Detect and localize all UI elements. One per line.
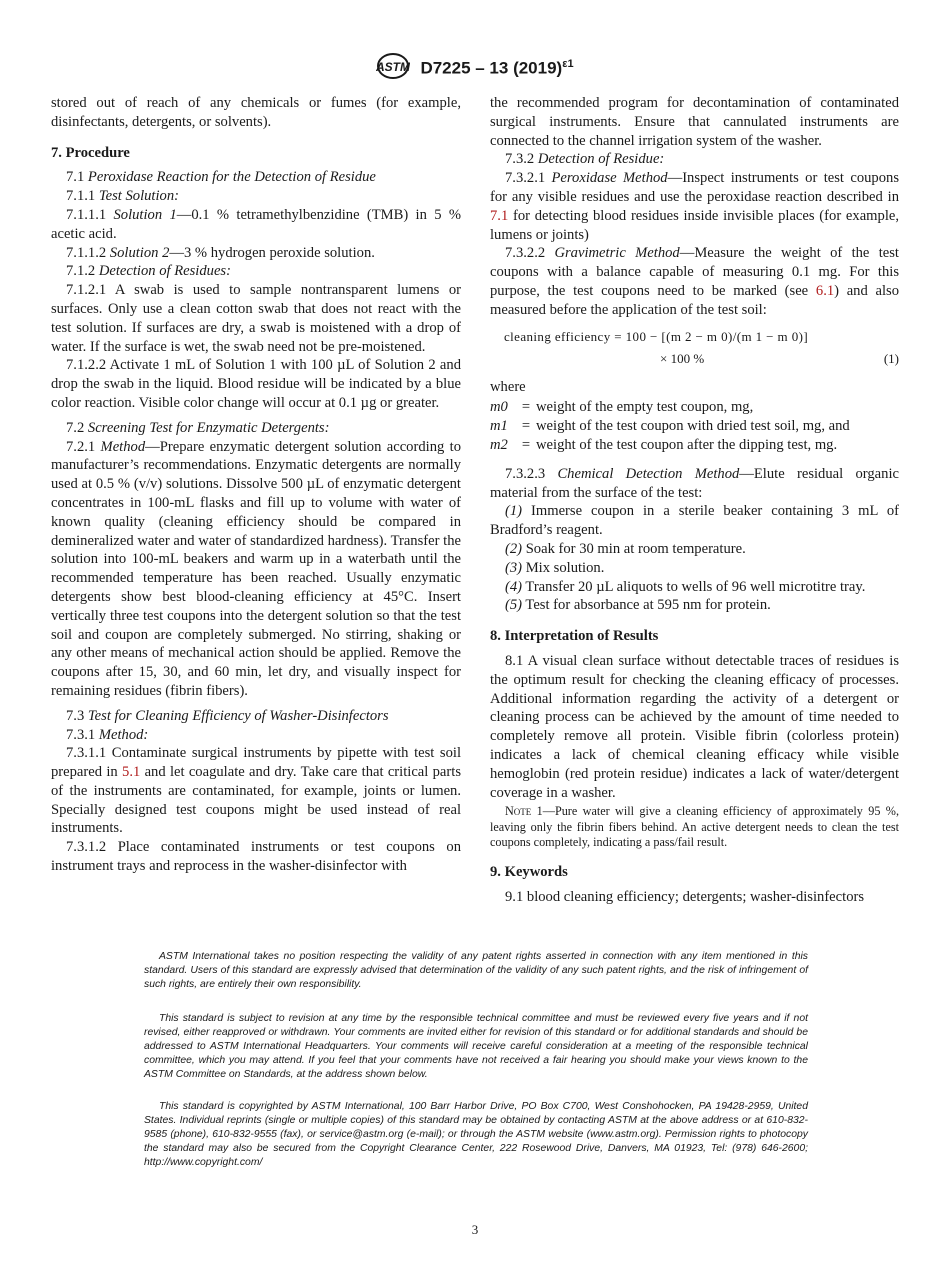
paragraph: 7.3.2.1 Peroxidase Method—Inspect instruments or test coupons for any visible residues and use the peroxidase reaction described in 7.1 for detecting blood residues inside invisible places (for example, lumens or joints) [490,170,899,243]
left-column [51,94,461,876]
paragraph: 7.1.1 Test Solution: [66,188,179,205]
paragraph: 7.3.2.3 Chemical Detection Method—Elute residual organic material from the surface of the test: [490,465,899,501]
paragraph: the recommended program for decontamination of contaminated surgical instruments. Ensure that cannulated instruments are connected to the channel irrigation system of the washer. [490,95,899,149]
paragraph: 7.1.1.1 Solution 1—0.1 % tetramethylbenzidine (TMB) in 5 % acetic acid. [51,206,462,242]
right-column [490,94,899,906]
list-item: (2) Soak for 30 min at room temperature. [505,540,746,557]
footer-copyright [144,1100,808,1170]
footer-paragraph: This standard is subject to revision at any time by the responsible technical committee and must be reviewed every five years and if not revised, either reapproved or withdrawn. Your comments are invited either for revision of this standard or for additional standards and should be addressed to ASTM International Headquarters. Your comments will receive careful consideration at a meeting of the responsible technical committee, which you may attend. If you feel that your comments have not received a fair hearing you should make your views known to the ASTM Committee on Standards, at the address shown below. [144,1013,808,1080]
page-header [0,52,950,85]
paragraph: stored out of reach of any chemicals or fumes (for example, disinfectants, detergents, or solvents). [51,95,461,130]
list-item: (4) Transfer 20 µL aliquots to wells of 96 well microtitre tray. [505,578,866,595]
footer-revision [144,1012,808,1082]
note: Note 1—Pure water will give a cleaning efficiency of approximately 95 %, leaving only the fibrin fibers behind. An active detergent needs to clean the test coupons completely, indicating a pass/fail result. [490,804,899,850]
standard-designation: D7225 – 13 $(2019)^{\varepsilon 1}$ [420,58,574,78]
equation-line: cleaning efficiency = 100 − [(m 2 − m 0)/(m 1 − m 0)] [504,328,809,344]
paragraph: 7.3.1 Method: [66,726,149,743]
paragraph: 7.1.2 Detection of Residues: [66,263,231,280]
footer-paragraph: ASTM International takes no position respecting the validity of any patent rights asserted in connection with any item mentioned in this standard. Users of this standard are expressly advised that determination of the validity of any such patent rights, and the risk of infringement of such rights, are entirely their own responsibility. [144,951,808,990]
paragraph: where [490,378,526,395]
paragraph: 7.1.1.2 Solution 2—3 % hydrogen peroxide solution. [66,244,375,261]
definition-item: m2 = weight of the test coupon after the dipping test, mg. [490,436,838,453]
definition-item: m1 = weight of the test coupon with dried test soil, mg, and [490,418,850,435]
paragraph: 7.3.1.2 Place contaminated instruments or test coupons on instrument trays and reprocess in the washer-disinfector with [51,839,461,875]
variable-definitions [490,398,899,454]
list-item: (5) Test for absorbance at 595 nm for protein. [505,597,771,614]
paragraph: 7.3.2 Detection of Residue: [505,151,665,168]
paragraph: 7.3.1.1 Contaminate surgical instruments by pipette with test soil prepared in 5.1 and let coagulate and dry. Take care that critical parts of the instruments are contaminated, for example, joints or lumen. Specially designed test coupons might be used instead of real instruments. [51,745,462,837]
svg-text:ASTM: ASTM [376,60,411,74]
paragraph: 8.1 A visual clean surface without detectable traces of residues is the optimum result for checking the cleaning efficacy of processes. Additional information regarding the activity of a detergent or cleaning process can be achieved by the amount of time needed to completely remove all protein. Visible fibrin (colorless protein) indicates a lack of chemical cleaning efficacy while visible hemoglobin (red protein residue) indicates a lack of water/detergent coverage in a washer. [490,652,899,801]
footer-paragraph: This standard is copyrighted by ASTM International, 100 Barr Harbor Drive, PO Box C700, West Conshohocken, PA 19428-2959, United States. Individual reprints (single or multiple copies) of this standard may be obtained by contacting ASTM at the above address or at 610-832-9585 (phone), 610-832-9555 (fax), or service@astm.org (e-mail); or through the ASTM website (www.astm.org). Permission rights to photocopy the standard may also be secured from the Copyright Clearance Center, 222 Rosewood Drive, Danvers, MA 01923, Tel: (978) 646-2600; http://www.copyright.com/ [144,1101,808,1168]
paragraph: 7.1.2.2 Activate 1 mL of Solution 1 with 100 µL of Solution 2 and drop the swab in the liquid. Blood residue will be indicated by a blue color reaction. Visible color change will occur at 0.1 µg or greater. [51,357,461,411]
section-heading: 8. Interpretation of Results [490,628,659,645]
astm-logo [376,52,410,85]
paragraph: 7.3 Test for Cleaning Efficiency of Washer-Disinfectors [66,707,389,724]
list-item: (1) Immerse coupon in a sterile beaker containing 3 mL of Bradford’s reagent. [490,503,899,539]
equation [490,328,899,372]
section-link[interactable]: 7.1 [490,207,509,224]
footer-disclaimer [144,950,808,992]
paragraph: 7.2 Screening Test for Enzymatic Detergents: [66,419,330,436]
section-link[interactable]: 5.1 [122,764,141,781]
section-heading: 9. Keywords [490,863,568,880]
paragraph: 7.3.2.2 Gravimetric Method—Measure the weight of the test coupons with a balance capable of measuring 0.1 mg. For this purpose, the test coupons need to be marked (see 6.1) and also measured before the application of the test soil: [490,245,899,318]
page-number: 3 [471,1222,479,1237]
paragraph: 7.2.1 Method—Prepare enzymatic detergent solution according to manufacturer’s recommendations. Enzymatic detergents are normally used at 0.5 % (v/v) solutions. Dissolve 500 µL of enzymatic detergent concentrates in 100-mL flasks and fill up to volume with water of known quality (cleaning efficiency should be compared in demineralized water and water of standardized hardness). Transfer the solution into 100-mL beakers and warm up in a waterbath until the recommended temperature has been reached. Usually enzymatic detergents show best blood-cleaning efficiency at 45°C. Insert vertically three test coupons into the detergent solution so that the test soil and coupon are completely submerged. No stirring, shaking or any other means of mechanical action should be applied. Remove the coupons after 15, 30, and 60 min, let dry, and visually inspect for remaining residues (fibrin fibers). [51,438,461,699]
section-link[interactable]: 6.1 [815,282,835,299]
definition-item: m0 = weight of the empty test coupon, mg, [490,399,754,416]
equation-line: × 100 % [660,350,705,366]
paragraph: 7.1.2.1 A swab is used to sample nontransparent lumens or surfaces. Only use a clean cotton swab that does not react with the test solution. If surfaces are dry, a swab is moistened with a drop of water. If the surface is wet, the swab need not be pre-moistened. [51,282,461,355]
equation-number: (1) [883,350,899,366]
paragraph: 9.1 blood cleaning efficiency; detergents; washer-disinfectors [505,888,865,905]
section-heading: 7. Procedure [51,144,130,161]
list-item: (3) Mix solution. [505,559,605,576]
paragraph: 7.1 Peroxidase Reaction for the Detection of Residue [66,169,376,186]
